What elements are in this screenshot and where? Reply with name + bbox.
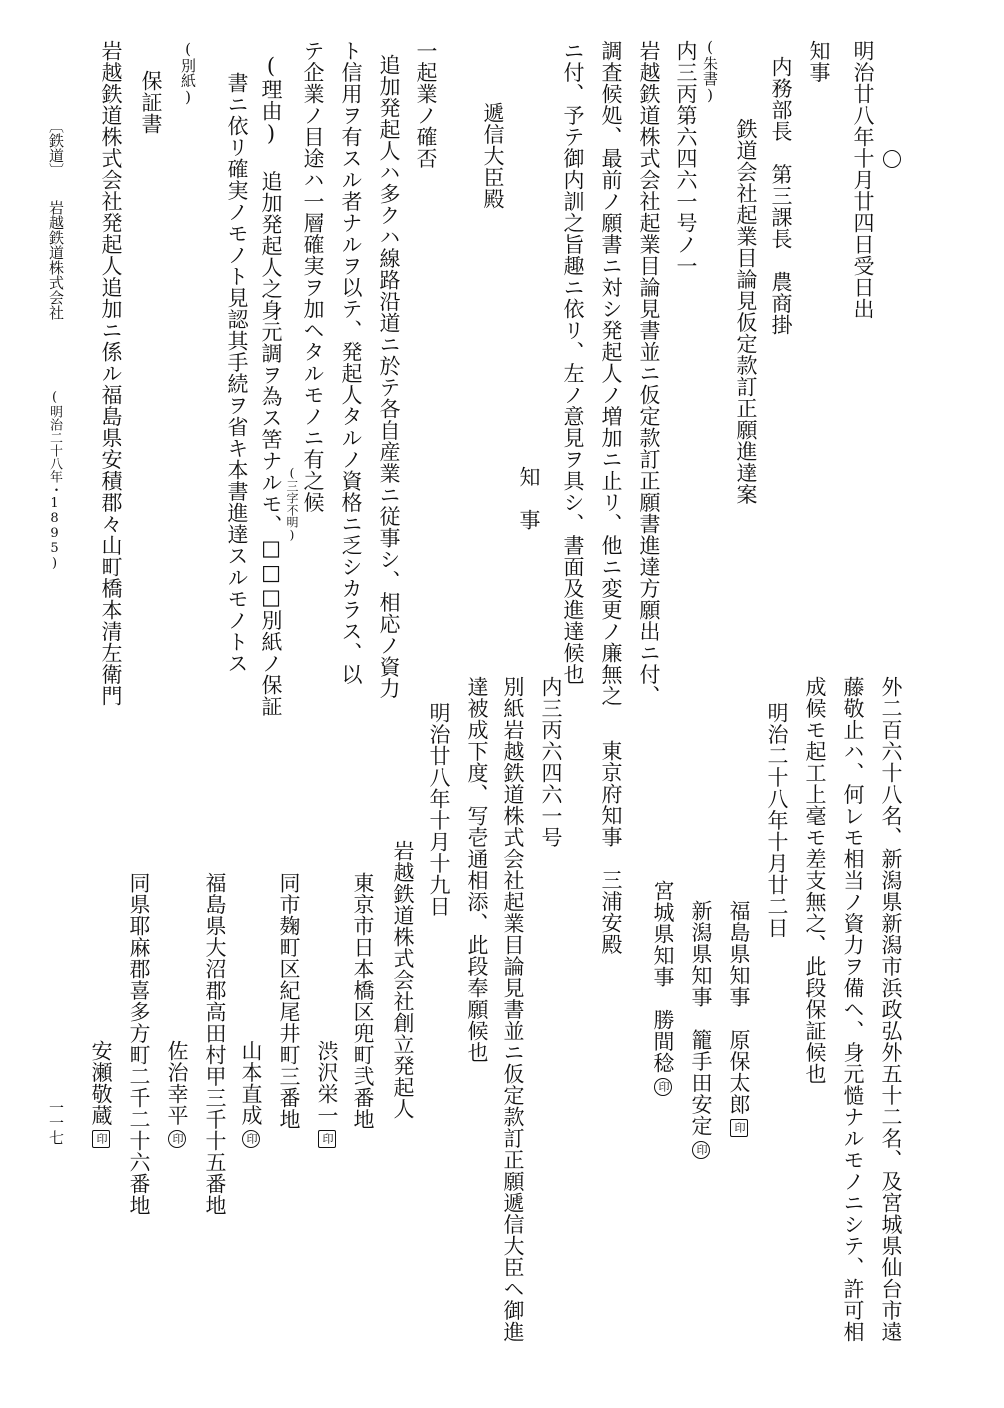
guarantee-line: 岩越鉄道株式会社発起人追加ニ係ル福島県安積郡々山町橋本清左衛門 bbox=[99, 40, 123, 707]
unclear-note: (三字不明) bbox=[285, 466, 299, 542]
governor-miyagi: 宮城県知事 勝間稔印 bbox=[652, 880, 673, 1096]
reference-number: 内三丙第六四六一号ノ一 bbox=[674, 40, 698, 277]
request-line-1: 別紙岩越鉄道株式会社起業目論見書並ニ仮定款訂正願遞信大臣ヘ御進 bbox=[501, 676, 525, 1343]
founders-title: 岩越鉄道株式会社創立発起人 bbox=[391, 840, 415, 1120]
item-line-2: ト信用ヲ有スル者ナルヲ以テ、発起人タルノ資格ニ乏シカラス、以 bbox=[339, 40, 363, 685]
seal-icon: 印 bbox=[654, 1078, 672, 1096]
body-line-2: 調査候処、最前ノ願書ニ対シ発起人ノ増加ニ止リ、他ニ変更ノ廉無之 bbox=[599, 40, 623, 707]
seal-icon: 印 bbox=[692, 1141, 710, 1159]
lower-line-3: 成候モ起工上毫モ差支無之、此段保証候也 bbox=[803, 676, 827, 1085]
page-number: 一一七 bbox=[47, 1100, 65, 1145]
seal-icon: 印 bbox=[318, 1130, 336, 1148]
founder-2-address: 同市麹町区紀尾井町三番地 bbox=[277, 872, 301, 1130]
lower-line-2: 藤敬止ハ、何レモ相当ノ資力ヲ備ヘ、身元慥ナルモノニシテ、許可相 bbox=[841, 676, 865, 1343]
seal-icon: 印 bbox=[242, 1130, 260, 1148]
footer-category: 〔鉄道〕 bbox=[47, 118, 65, 178]
founder-4-address: 同県耶麻郡喜多方町二千二十六番地 bbox=[127, 872, 151, 1216]
recipient: 遞信大臣殿 bbox=[481, 102, 505, 210]
footer-company: 岩越鉄道株式会社 bbox=[47, 200, 65, 320]
seal-icon: 印 bbox=[92, 1130, 110, 1148]
lower-reference-number: 内三丙六四六一号 bbox=[539, 676, 563, 848]
sender-line: 内務部長 第三課長 農商掛 bbox=[769, 56, 793, 336]
founder-3-address: 福島県大沼郡高田村甲三千十五番地 bbox=[203, 872, 227, 1216]
item-line-1: 追加発起人ハ多クハ線路沿道ニ於テ各自産業ニ従事シ、相応ノ資力 bbox=[377, 54, 401, 699]
governor-fukushima: 福島県知事 原保太郎印 bbox=[728, 900, 749, 1137]
guarantee-title: 保証書 bbox=[139, 70, 163, 135]
appendix-label: (別紙) bbox=[179, 40, 197, 106]
governor-niigata: 新潟県知事 籠手田安定印 bbox=[690, 900, 711, 1159]
date-line: 明治廿八年十月廿四日受日出 bbox=[851, 40, 875, 320]
guarantee-date: 明治二十八年十月廿二日 bbox=[765, 702, 789, 939]
reason-line-1: (理由) 追加発起人之身元調ヲ為ス筈ナルモ、□□□別紙ノ保証 bbox=[259, 54, 283, 717]
founder-3-name: 佐治幸平印 bbox=[166, 1040, 187, 1148]
reason-line-2: 書ニ依リ確実ノモノト見認其手続ヲ省キ本書進達スルモノトス bbox=[225, 72, 249, 674]
body-line-3: ニ付、予テ御内訓之旨趣ニ依リ、左ノ意見ヲ具シ、書面及進達候也 bbox=[561, 40, 585, 685]
footer-date: (明治二十八年・1895) bbox=[47, 390, 62, 571]
founder-2-name: 山本直成印 bbox=[240, 1040, 261, 1148]
request-line-2: 達被成下度、写壱通相添、此段奉願候也 bbox=[465, 676, 489, 1063]
tokyo-governor: 東京府知事 三浦安殿 bbox=[599, 740, 623, 955]
signer: 知 事 bbox=[517, 466, 541, 531]
item-heading: 一起業ノ確否 bbox=[414, 40, 438, 169]
lower-line-1: 外二百六十八名、新潟県新潟市浜政弘外五十二名、及宮城県仙台市遠 bbox=[879, 676, 903, 1343]
addressee: 知事 bbox=[807, 40, 831, 83]
circle-mark-icon bbox=[883, 150, 901, 168]
item-line-3: テ企業ノ目途ハ一層確実ヲ加ヘタルモノニ有之候 bbox=[301, 40, 325, 513]
stamp-note: (朱書) bbox=[701, 38, 719, 104]
seal-icon: 印 bbox=[168, 1130, 186, 1148]
founder-1-name: 渋沢栄一印 bbox=[316, 1040, 337, 1148]
founder-4-name: 安瀬敬蔵印 bbox=[90, 1040, 111, 1148]
seal-icon: 印 bbox=[730, 1119, 748, 1137]
founder-1-address: 東京市日本橋区兜町弐番地 bbox=[351, 872, 375, 1130]
subject-line: 鉄道会社起業目論見仮定款訂正願進達案 bbox=[734, 118, 758, 505]
request-date: 明治廿八年十月十九日 bbox=[427, 702, 451, 917]
body-line-1: 岩越鉄道株式会社起業目論見書並ニ仮定款訂正願書進達方願出ニ付、 bbox=[637, 40, 661, 707]
